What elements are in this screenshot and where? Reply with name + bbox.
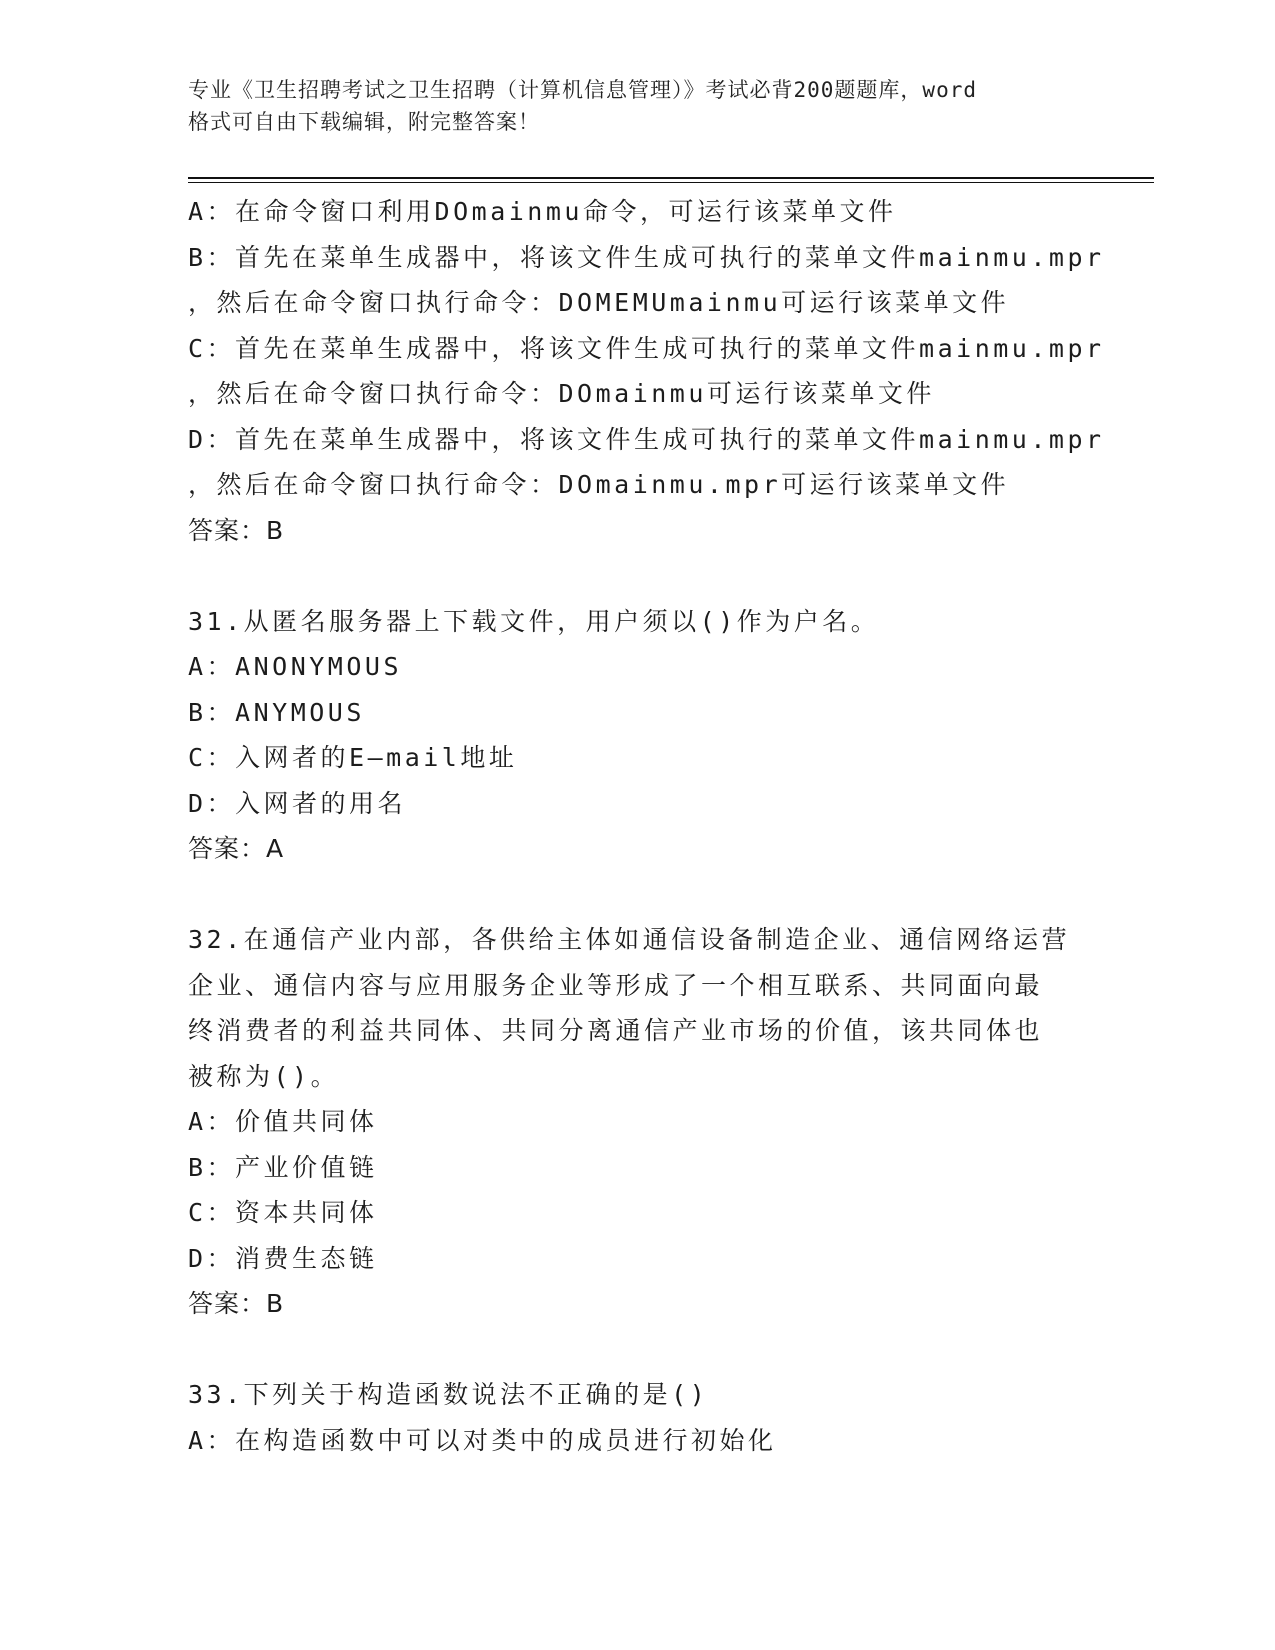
header-rule-thick (188, 177, 1154, 179)
option-b: B：ANYMOUS (188, 697, 365, 727)
option-d: D：入网者的用名 (188, 788, 407, 818)
option-a: A：ANONYMOUS (188, 652, 403, 681)
option-d-continued: ，然后在命令窗口执行命令：DOmainmu.mpr可运行该菜单文件 (188, 470, 1010, 499)
question-text-continued: 企业、通信内容与应用服务企业等形成了一个相互联系、共同面向最 (188, 970, 1044, 1000)
question-content (188, 189, 1105, 1463)
option-c: C：首先在菜单生成器中，将该文件生成可执行的菜单文件mainmu.mpr (188, 333, 1105, 363)
option-c-continued: ，然后在命令窗口执行命令：DOmainmu可运行该菜单文件 (188, 379, 935, 408)
answer: 答案：B (188, 1289, 285, 1318)
option-b: B：产业价值链 (188, 1152, 378, 1182)
question-31 (188, 599, 1088, 872)
question-text: 33.下列关于构造函数说法不正确的是() (188, 1380, 709, 1409)
spacer (188, 553, 1088, 599)
option-b: B：首先在菜单生成器中，将该文件生成可执行的菜单文件mainmu.mpr (188, 242, 1105, 272)
spacer (188, 1327, 1088, 1373)
option-a: A：价值共同体 (188, 1107, 378, 1136)
option-d: D：首先在菜单生成器中，将该文件生成可执行的菜单文件mainmu.mpr (188, 424, 1105, 454)
question-text: 31.从匿名服务器上下载文件，用户须以()作为户名。 (188, 606, 880, 636)
option-a: A：在构造函数中可以对类中的成员进行初始化 (188, 1425, 777, 1455)
question-text-continued: 被称为()。 (188, 1061, 340, 1091)
question-text: 32.在通信产业内部，各供给主体如通信设备制造企业、通信网络运营 (188, 925, 1071, 954)
option-c: C：入网者的E—mail地址 (188, 743, 518, 772)
document-header (188, 74, 1108, 138)
header-title-line-1: 专业《卫生招聘考试之卫生招聘（计算机信息管理）》考试必背200题题库，word (188, 78, 977, 102)
question-32 (188, 917, 1088, 1327)
header-rule-thin (188, 182, 1154, 183)
question-text-continued: 终消费者的利益共同体、共同分离通信产业市场的价值，该共同体也 (188, 1016, 1044, 1045)
answer: 答案：B (188, 515, 285, 545)
question-30 (188, 189, 1105, 553)
spacer (188, 872, 1088, 918)
option-b-continued: ，然后在命令窗口执行命令：DOMEMUmainmu可运行该菜单文件 (188, 288, 1010, 317)
option-a: A：在命令窗口利用DOmainmu命令，可运行该菜单文件 (188, 197, 897, 226)
header-title-line-2: 格式可自由下载编辑，附完整答案！ (188, 110, 540, 134)
option-d: D：消费生态链 (188, 1243, 378, 1273)
option-c: C：资本共同体 (188, 1198, 378, 1227)
answer: 答案：A (188, 834, 285, 863)
question-33 (188, 1372, 1088, 1463)
